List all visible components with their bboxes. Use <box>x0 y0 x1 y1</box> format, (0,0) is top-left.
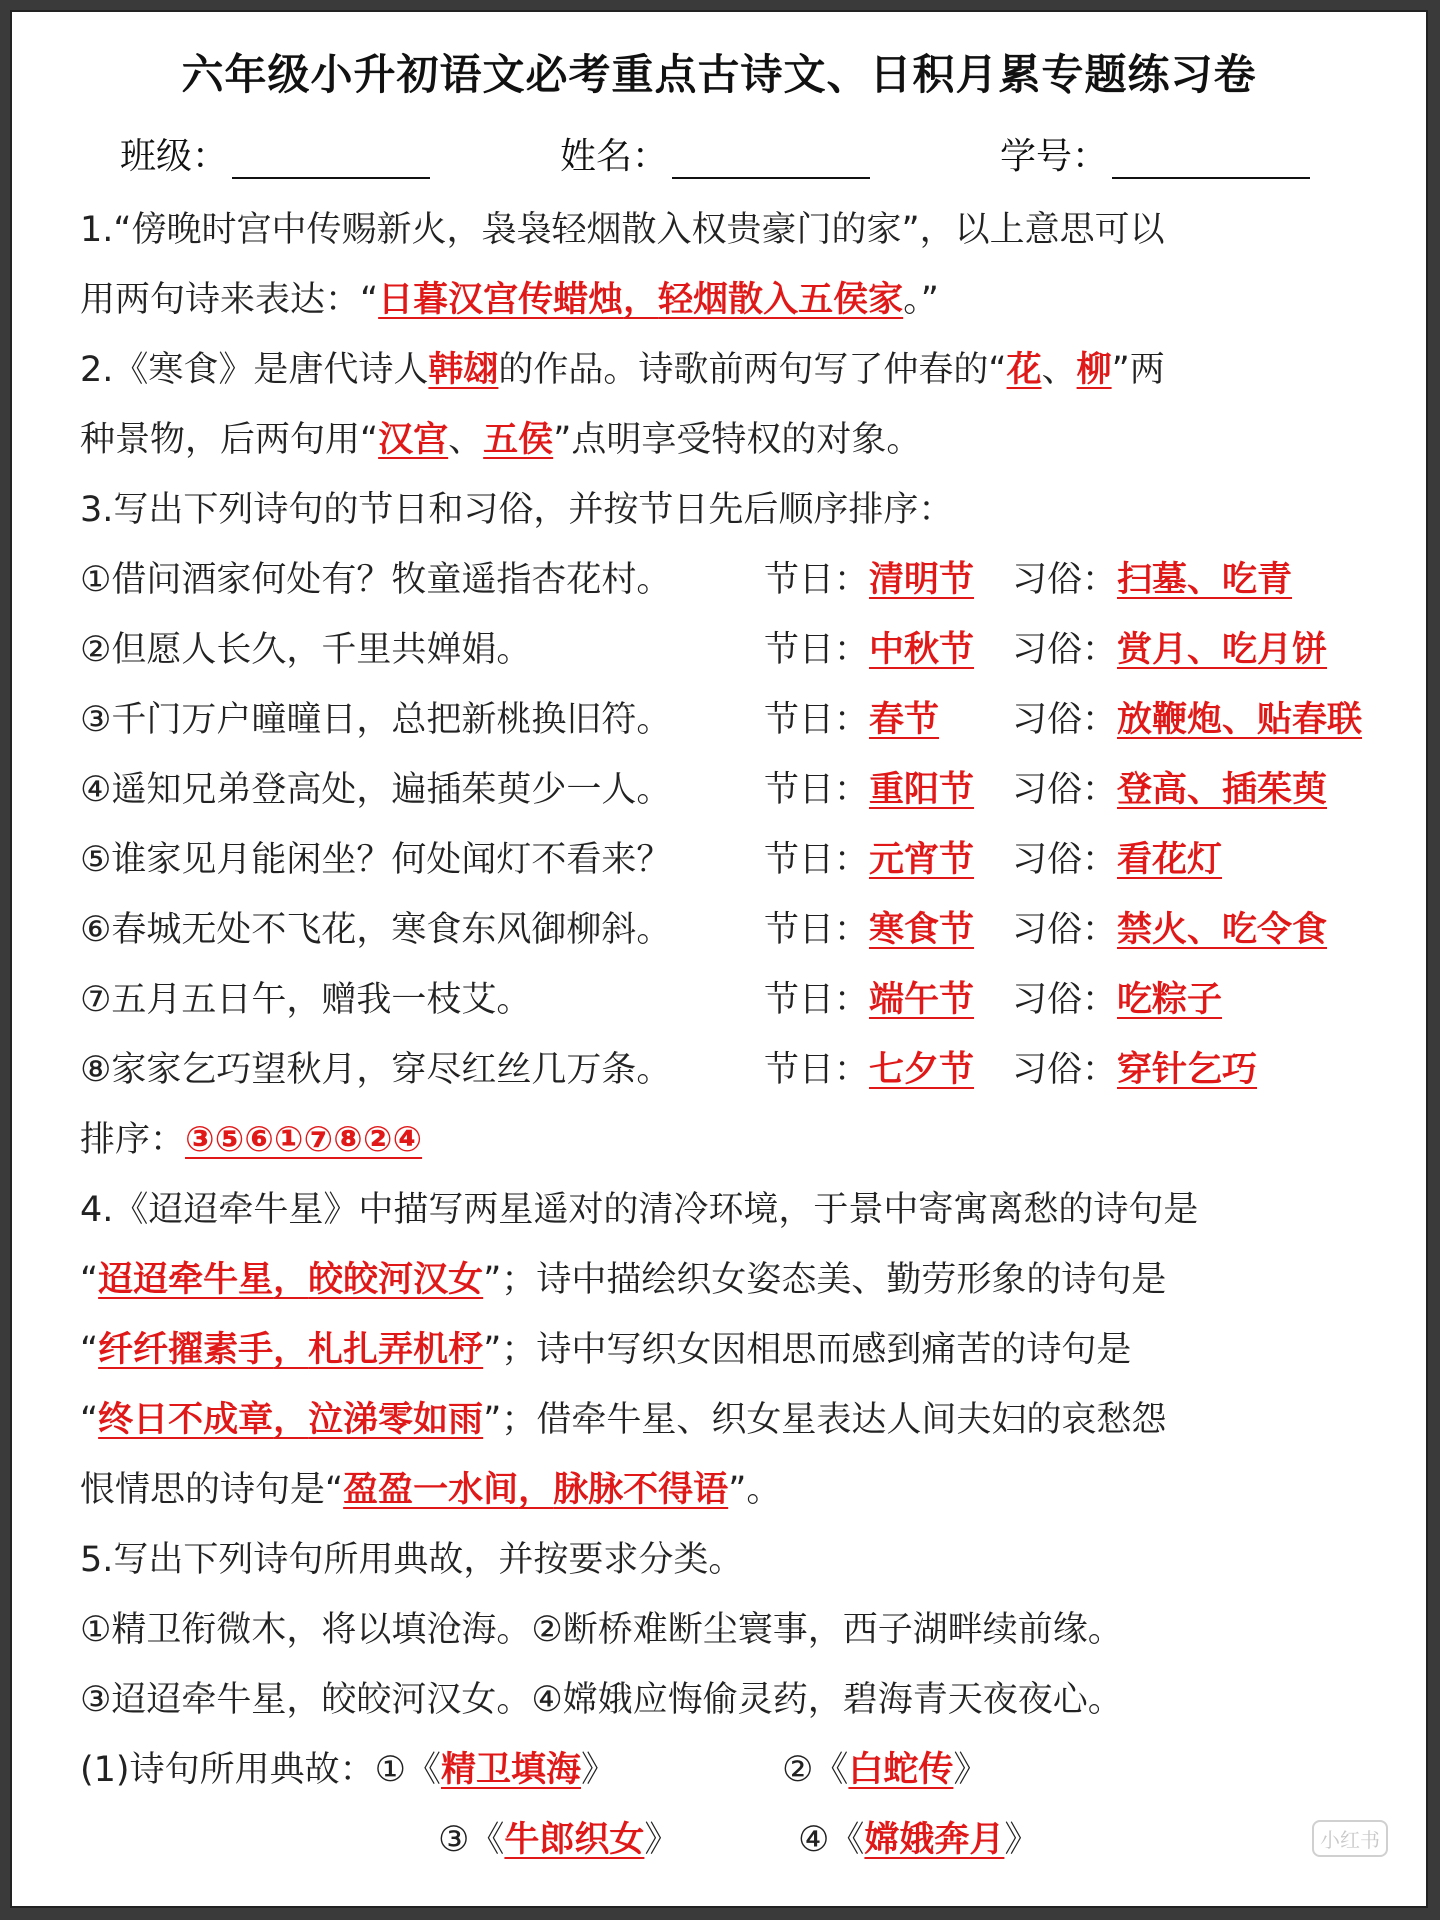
q3-custom <box>1012 765 1327 815</box>
q3-festival <box>764 625 974 675</box>
q3-row <box>80 1045 1258 1095</box>
allusion-2-num: ② <box>782 1750 814 1790</box>
q4-answer-8: 脉脉不得语 <box>553 1470 729 1510</box>
q3-stem: 3.写出下列诗句的节日和习俗，并按节日先后顺序排序： <box>80 490 954 530</box>
q4-line-1: 4.《迢迢牵牛星》中描写两星遥对的清冷环境，于景中寄寓离愁的诗句是 <box>80 1190 1199 1230</box>
q3-festival <box>764 835 974 885</box>
q3-poem: ⑧家家乞巧望秋月，穿尽红丝几万条。 <box>80 1050 672 1090</box>
q3-custom <box>1012 835 1222 885</box>
q3-festival <box>764 905 974 955</box>
q3-row <box>80 905 1328 955</box>
q2-answer-hangong: 汉宫 <box>378 420 449 460</box>
class-field <box>120 128 430 179</box>
q4-line2-suffix: ”；诗中描绘织女姿态美、勤劳形象的诗句是 <box>483 1260 1167 1300</box>
q3-custom-answer: 禁火、吃令食 <box>1117 910 1328 950</box>
q3-poem: ⑦五月五日午，赠我一枝艾。 <box>80 980 532 1020</box>
q3-order <box>80 1115 422 1165</box>
q3-custom-answer: 穿针乞巧 <box>1117 1050 1258 1090</box>
q2-dun-2: 、 <box>448 420 484 460</box>
q4-line3-suffix: ”；诗中写织女因相思而感到痛苦的诗句是 <box>483 1330 1132 1370</box>
q4-answer-5: 终日不成章 <box>98 1400 274 1440</box>
q3-custom-answer: 扫墓、吃青 <box>1117 560 1293 600</box>
q3-custom-label: 习俗： <box>1012 910 1118 950</box>
q3-custom <box>1012 975 1222 1025</box>
q3-custom-label: 习俗： <box>1012 980 1118 1020</box>
q1-suffix: 。” <box>903 280 939 320</box>
q3-festival-label: 节日： <box>764 840 870 880</box>
q4-answer-7: 盈盈一水间 <box>343 1470 519 1510</box>
q3-festival-answer: 春节 <box>869 700 940 740</box>
q3-custom-answer: 看花灯 <box>1117 840 1223 880</box>
q3-custom-answer: 登高、插茱萸 <box>1117 770 1328 810</box>
allusion-2-lq: 《 <box>813 1750 849 1790</box>
q2-answer-hua: 花 <box>1006 350 1042 390</box>
q2-line2-prefix: 种景物，后两句用“ <box>80 420 379 460</box>
q3-custom <box>1012 905 1327 955</box>
q3-row <box>80 765 1328 815</box>
allusion-4-answer: 嫦娥奔月 <box>864 1820 1005 1860</box>
q1-line-2 <box>80 275 939 325</box>
watermark-logo: 小红书 <box>1312 1820 1388 1857</box>
q5-poems-line-1: ①精卫衔微木，将以填沧海。②断桥难断尘寰事，西子湖畔续前缘。 <box>80 1610 1123 1650</box>
q5-sub1-label: (1)诗句所用典故： <box>80 1750 375 1790</box>
allusion-1-lq: 《 <box>405 1750 441 1790</box>
q3-poem: ⑥春城无处不飞花，寒食东风御柳斜。 <box>80 910 672 950</box>
name-label: 姓名： <box>560 136 669 177</box>
q3-custom-label: 习俗： <box>1012 840 1118 880</box>
q3-festival <box>764 695 939 745</box>
class-blank[interactable] <box>232 139 430 179</box>
q1-answer-sep: ， <box>623 280 659 320</box>
q3-row <box>80 555 1293 605</box>
q3-custom-answer: 放鞭炮、贴春联 <box>1117 700 1363 740</box>
q1-answer-2: 轻烟散入五侯家 <box>658 280 904 320</box>
q3-row <box>80 625 1328 675</box>
q4-comma-1: ， <box>273 1260 309 1300</box>
allusion-3-lq: 《 <box>469 1820 505 1860</box>
q2-line2-suffix: ”点明享受特权的对象。 <box>553 420 922 460</box>
q3-festival <box>764 975 974 1025</box>
q4-answer-4: 札扎弄机杼 <box>308 1330 484 1370</box>
worksheet <box>10 10 1428 1908</box>
q2-line-2 <box>80 415 921 465</box>
q3-custom-answer: 吃粽子 <box>1117 980 1223 1020</box>
q3-festival-answer: 清明节 <box>869 560 975 600</box>
q4-comma-2: ， <box>273 1330 309 1370</box>
q3-row <box>80 975 1223 1025</box>
q4-open-3: “ <box>80 1400 99 1440</box>
allusion-4-num: ④ <box>798 1820 830 1860</box>
q1-answer-1: 日暮汉宫传蜡烛 <box>378 280 624 320</box>
q3-custom-label: 习俗： <box>1012 700 1118 740</box>
q4-answer-1: 迢迢牵牛星 <box>98 1260 274 1300</box>
q3-festival <box>764 1045 974 1095</box>
q2-answer-poet: 韩翃 <box>428 350 499 390</box>
q3-custom <box>1012 555 1292 605</box>
q4-line4-suffix: ”；借牵牛星、织女星表达人间夫妇的哀愁怨 <box>483 1400 1167 1440</box>
q4-line5-suffix: ”。 <box>728 1470 782 1510</box>
q3-festival-label: 节日： <box>764 560 870 600</box>
allusion-4 <box>798 1815 1039 1865</box>
q4-line5-prefix: 恨情思的诗句是“ <box>80 1470 344 1510</box>
allusion-1-rq: 》 <box>581 1750 617 1790</box>
q3-festival-label: 节日： <box>764 980 870 1020</box>
q3-festival-label: 节日： <box>764 910 870 950</box>
student-id-blank[interactable] <box>1112 139 1310 179</box>
student-id-label: 学号： <box>1000 136 1109 177</box>
q3-festival-answer: 重阳节 <box>869 770 975 810</box>
q3-custom-label: 习俗： <box>1012 560 1118 600</box>
q4-open-1: “ <box>80 1260 99 1300</box>
q5-stem: 5.写出下列诗句所用典故，并按要求分类。 <box>80 1540 744 1580</box>
allusion-4-rq: 》 <box>1004 1820 1040 1860</box>
allusion-4-lq: 《 <box>829 1820 865 1860</box>
q3-festival <box>764 555 974 605</box>
q3-festival-answer: 端午节 <box>869 980 975 1020</box>
q3-custom-answer: 赏月、吃月饼 <box>1117 630 1328 670</box>
q4-line-5 <box>80 1465 781 1515</box>
q2-mid: 的作品。诗歌前两句写了仲春的“ <box>498 350 1007 390</box>
q3-festival-answer: 寒食节 <box>869 910 975 950</box>
name-field <box>560 128 870 179</box>
allusion-3-rq: 》 <box>644 1820 680 1860</box>
page-title: 六年级小升初语文必考重点古诗文、日积月累专题练习卷 <box>181 50 1257 99</box>
q3-order-label: 排序： <box>80 1120 186 1160</box>
q3-festival-label: 节日： <box>764 630 870 670</box>
q2-line1-suffix: ”两 <box>1111 350 1165 390</box>
q3-poem: ②但愿人长久，千里共婵娟。 <box>80 630 532 670</box>
q3-custom <box>1012 695 1362 745</box>
q4-comma-4: ， <box>518 1470 554 1510</box>
q4-comma-3: ， <box>273 1400 309 1440</box>
q2-answer-liu: 柳 <box>1076 350 1112 390</box>
student-id-field <box>1000 128 1310 179</box>
q3-custom-label: 习俗： <box>1012 630 1118 670</box>
q2-prefix: 2.《寒食》是唐代诗人 <box>80 350 429 390</box>
q4-answer-3: 纤纤擢素手 <box>98 1330 274 1370</box>
q4-answer-2: 皎皎河汉女 <box>308 1260 484 1300</box>
q4-line-2 <box>80 1255 1166 1305</box>
q4-line-3 <box>80 1325 1131 1375</box>
q3-festival-answer: 元宵节 <box>869 840 975 880</box>
q2-line-1 <box>80 345 1165 395</box>
q3-custom <box>1012 1045 1257 1095</box>
allusion-2-rq: 》 <box>953 1750 989 1790</box>
q3-custom <box>1012 625 1327 675</box>
q3-poem: ⑤谁家见月能闲坐？何处闻灯不看来？ <box>80 840 672 880</box>
q2-answer-wuhou: 五侯 <box>483 420 554 460</box>
allusion-3-answer: 牛郎织女 <box>504 1820 645 1860</box>
q3-festival <box>764 765 974 815</box>
q1-prefix: 用两句诗来表达：“ <box>80 280 379 320</box>
q3-poem: ④遥知兄弟登高处，遍插茱萸少一人。 <box>80 770 672 810</box>
q5-poems-line-2: ③迢迢牵牛星，皎皎河汉女。④嫦娥应悔偷灵药，碧海青天夜夜心。 <box>80 1680 1123 1720</box>
q3-festival-answer: 中秋节 <box>869 630 975 670</box>
q3-row <box>80 695 1363 745</box>
q4-answer-6: 泣涕零如雨 <box>308 1400 484 1440</box>
allusion-2 <box>782 1745 988 1795</box>
allusion-3 <box>438 1815 679 1865</box>
q4-open-2: “ <box>80 1330 99 1370</box>
q3-poem: ③千门万户曈曈日，总把新桃换旧符。 <box>80 700 672 740</box>
q3-order-answer: ③⑤⑥①⑦⑧②④ <box>185 1120 423 1160</box>
q3-custom-label: 习俗： <box>1012 1050 1118 1090</box>
q3-row <box>80 835 1223 885</box>
q3-poem: ①借问酒家何处有？牧童遥指杏花村。 <box>80 560 672 600</box>
q1-line-1: 1.“傍晚时宫中传赐新火，袅袅轻烟散入权贵豪门的家”，以上意思可以 <box>80 210 1165 250</box>
q3-custom-label: 习俗： <box>1012 770 1118 810</box>
q5-sub1-row1 <box>80 1745 989 1795</box>
allusion-3-num: ③ <box>438 1820 470 1860</box>
class-label: 班级： <box>120 136 229 177</box>
q2-dun: 、 <box>1041 350 1077 390</box>
allusion-1-num: ① <box>374 1750 406 1790</box>
allusion-1-answer: 精卫填海 <box>441 1750 582 1790</box>
allusion-2-answer: 白蛇传 <box>848 1750 954 1790</box>
q3-festival-label: 节日： <box>764 700 870 740</box>
q3-festival-label: 节日： <box>764 770 870 810</box>
q3-festival-label: 节日： <box>764 1050 870 1090</box>
q3-festival-answer: 七夕节 <box>869 1050 975 1090</box>
name-blank[interactable] <box>672 139 870 179</box>
q4-line-4 <box>80 1395 1166 1445</box>
